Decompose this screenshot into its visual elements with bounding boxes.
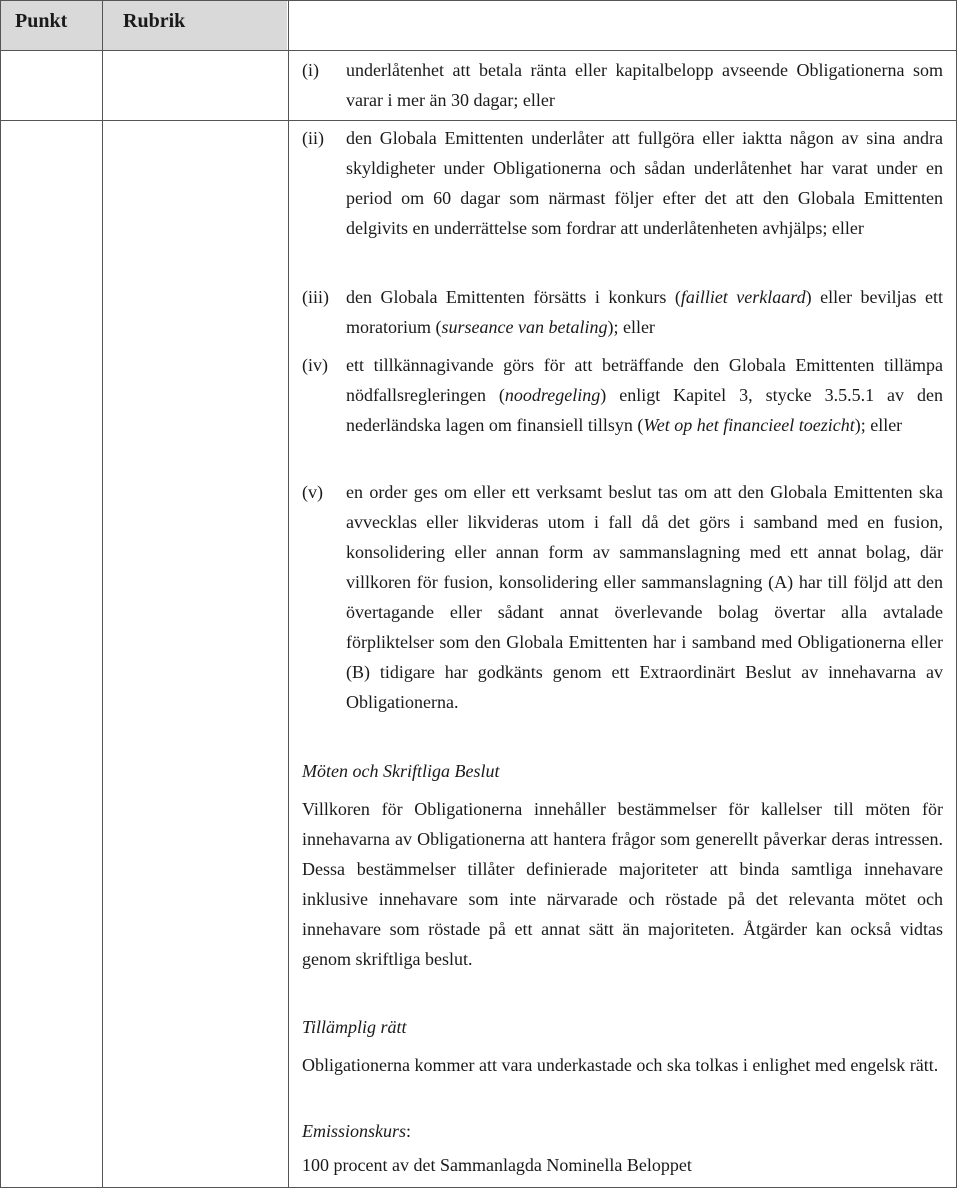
table-border-top	[0, 0, 957, 1]
item-text	[346, 350, 943, 440]
section-text-law: Obligationerna kommer att vara underkastade och ska tolkas i enlighet med engelsk rätt.	[302, 1055, 939, 1075]
dutch-term: failliet verklaard	[680, 287, 806, 307]
section-heading-price	[302, 1116, 411, 1146]
item-text-part: ) enligt Kapitel 3, stycke 3.5.5.1 av den nederländska lagen om finansiell tillsyn (	[346, 385, 943, 435]
row-divider	[0, 120, 957, 121]
header-rubrik: Rubrik	[103, 1, 287, 50]
item-number: (v)	[302, 482, 323, 502]
section-heading-meetings: Möten och Skriftliga Beslut	[302, 761, 500, 781]
item-number: (ii)	[302, 128, 324, 148]
header-punkt: Punkt	[1, 1, 102, 50]
item-number: (iii)	[302, 287, 329, 307]
item-text	[346, 282, 943, 342]
section-text-price: 100 procent av det Sammanlagda Nominella Beloppet	[302, 1155, 692, 1175]
item-text: underlåtenhet att betala ränta eller kapitalbelopp avseende Obligationerna som varar i mer än 30 dagar; eller	[346, 60, 943, 110]
column-divider-2	[288, 0, 289, 1188]
item-number: (i)	[302, 60, 319, 80]
item-text-part: den Globala Emittenten försätts i konkurs (	[346, 287, 681, 307]
heading-text: Emissionskurs	[302, 1121, 407, 1141]
dutch-term: noodregeling	[504, 385, 601, 405]
section-heading-law: Tillämplig rätt	[302, 1017, 407, 1037]
item-text-part: ett tillkännagivande görs för att beträffande den Globala Emittenten tillämpa nödfallsregleringen (	[346, 355, 943, 405]
header-divider	[0, 50, 957, 51]
item-text: den Globala Emittenten underlåter att fullgöra eller iaktta någon av sina andra skyldigheter under Obligationerna och sådan underlåtenhet har varat under en period om 60 dagar som närmast följer efter det att den Globala Emittenten delgivits en underrättelse som fordrar att underlåtenheten avhjälps; eller	[346, 128, 943, 238]
column-divider-1	[102, 0, 103, 1188]
item-text-part: ); eller	[854, 415, 903, 435]
dutch-term: surseance van betaling	[441, 317, 608, 337]
section-text-meetings: Villkoren för Obligationerna innehåller bestämmelser för kallelser till möten för innehavarna av Obligationerna att hantera frågor som generellt påverkar deras intressen. Dessa bestämmelser tillåter definierade majoriteter att binda samtliga innehavare inklusive innehavare som inte närvarade och röstade på det relevanta mötet och innehavare som röstade på ett annat sätt än majoriteten. Åtgärder kan också vidtas genom skriftliga beslut.	[302, 799, 943, 969]
table-border-right	[956, 0, 957, 1188]
item-number: (iv)	[302, 355, 328, 375]
item-text-part: ); eller	[607, 317, 655, 337]
table-border-bottom	[0, 1187, 957, 1188]
heading-colon: :	[406, 1121, 412, 1141]
table-border-left	[0, 0, 1, 1188]
item-text: en order ges om eller ett verksamt beslut tas om att den Globala Emittenten ska avvecklas eller likvideras utom i fall då det görs i samband med en fusion, konsolidering eller annan form av sammanslagning med ett annat bolag, där villkoren för fusion, konsolidering eller sammanslagning (A) har till följd att den övertagande eller sådant annat överlevande bolag övertar alla avtalade förpliktelser som den Globala Emittenten har i samband med Obligationerna eller (B) tidigare har godkänts genom ett Extraordinärt Beslut av innehavarna av Obligationerna.	[346, 482, 943, 712]
dutch-term: Wet op het financieel toezicht	[643, 415, 855, 435]
item-text-part: ) eller beviljas ett moratorium (	[346, 287, 943, 337]
